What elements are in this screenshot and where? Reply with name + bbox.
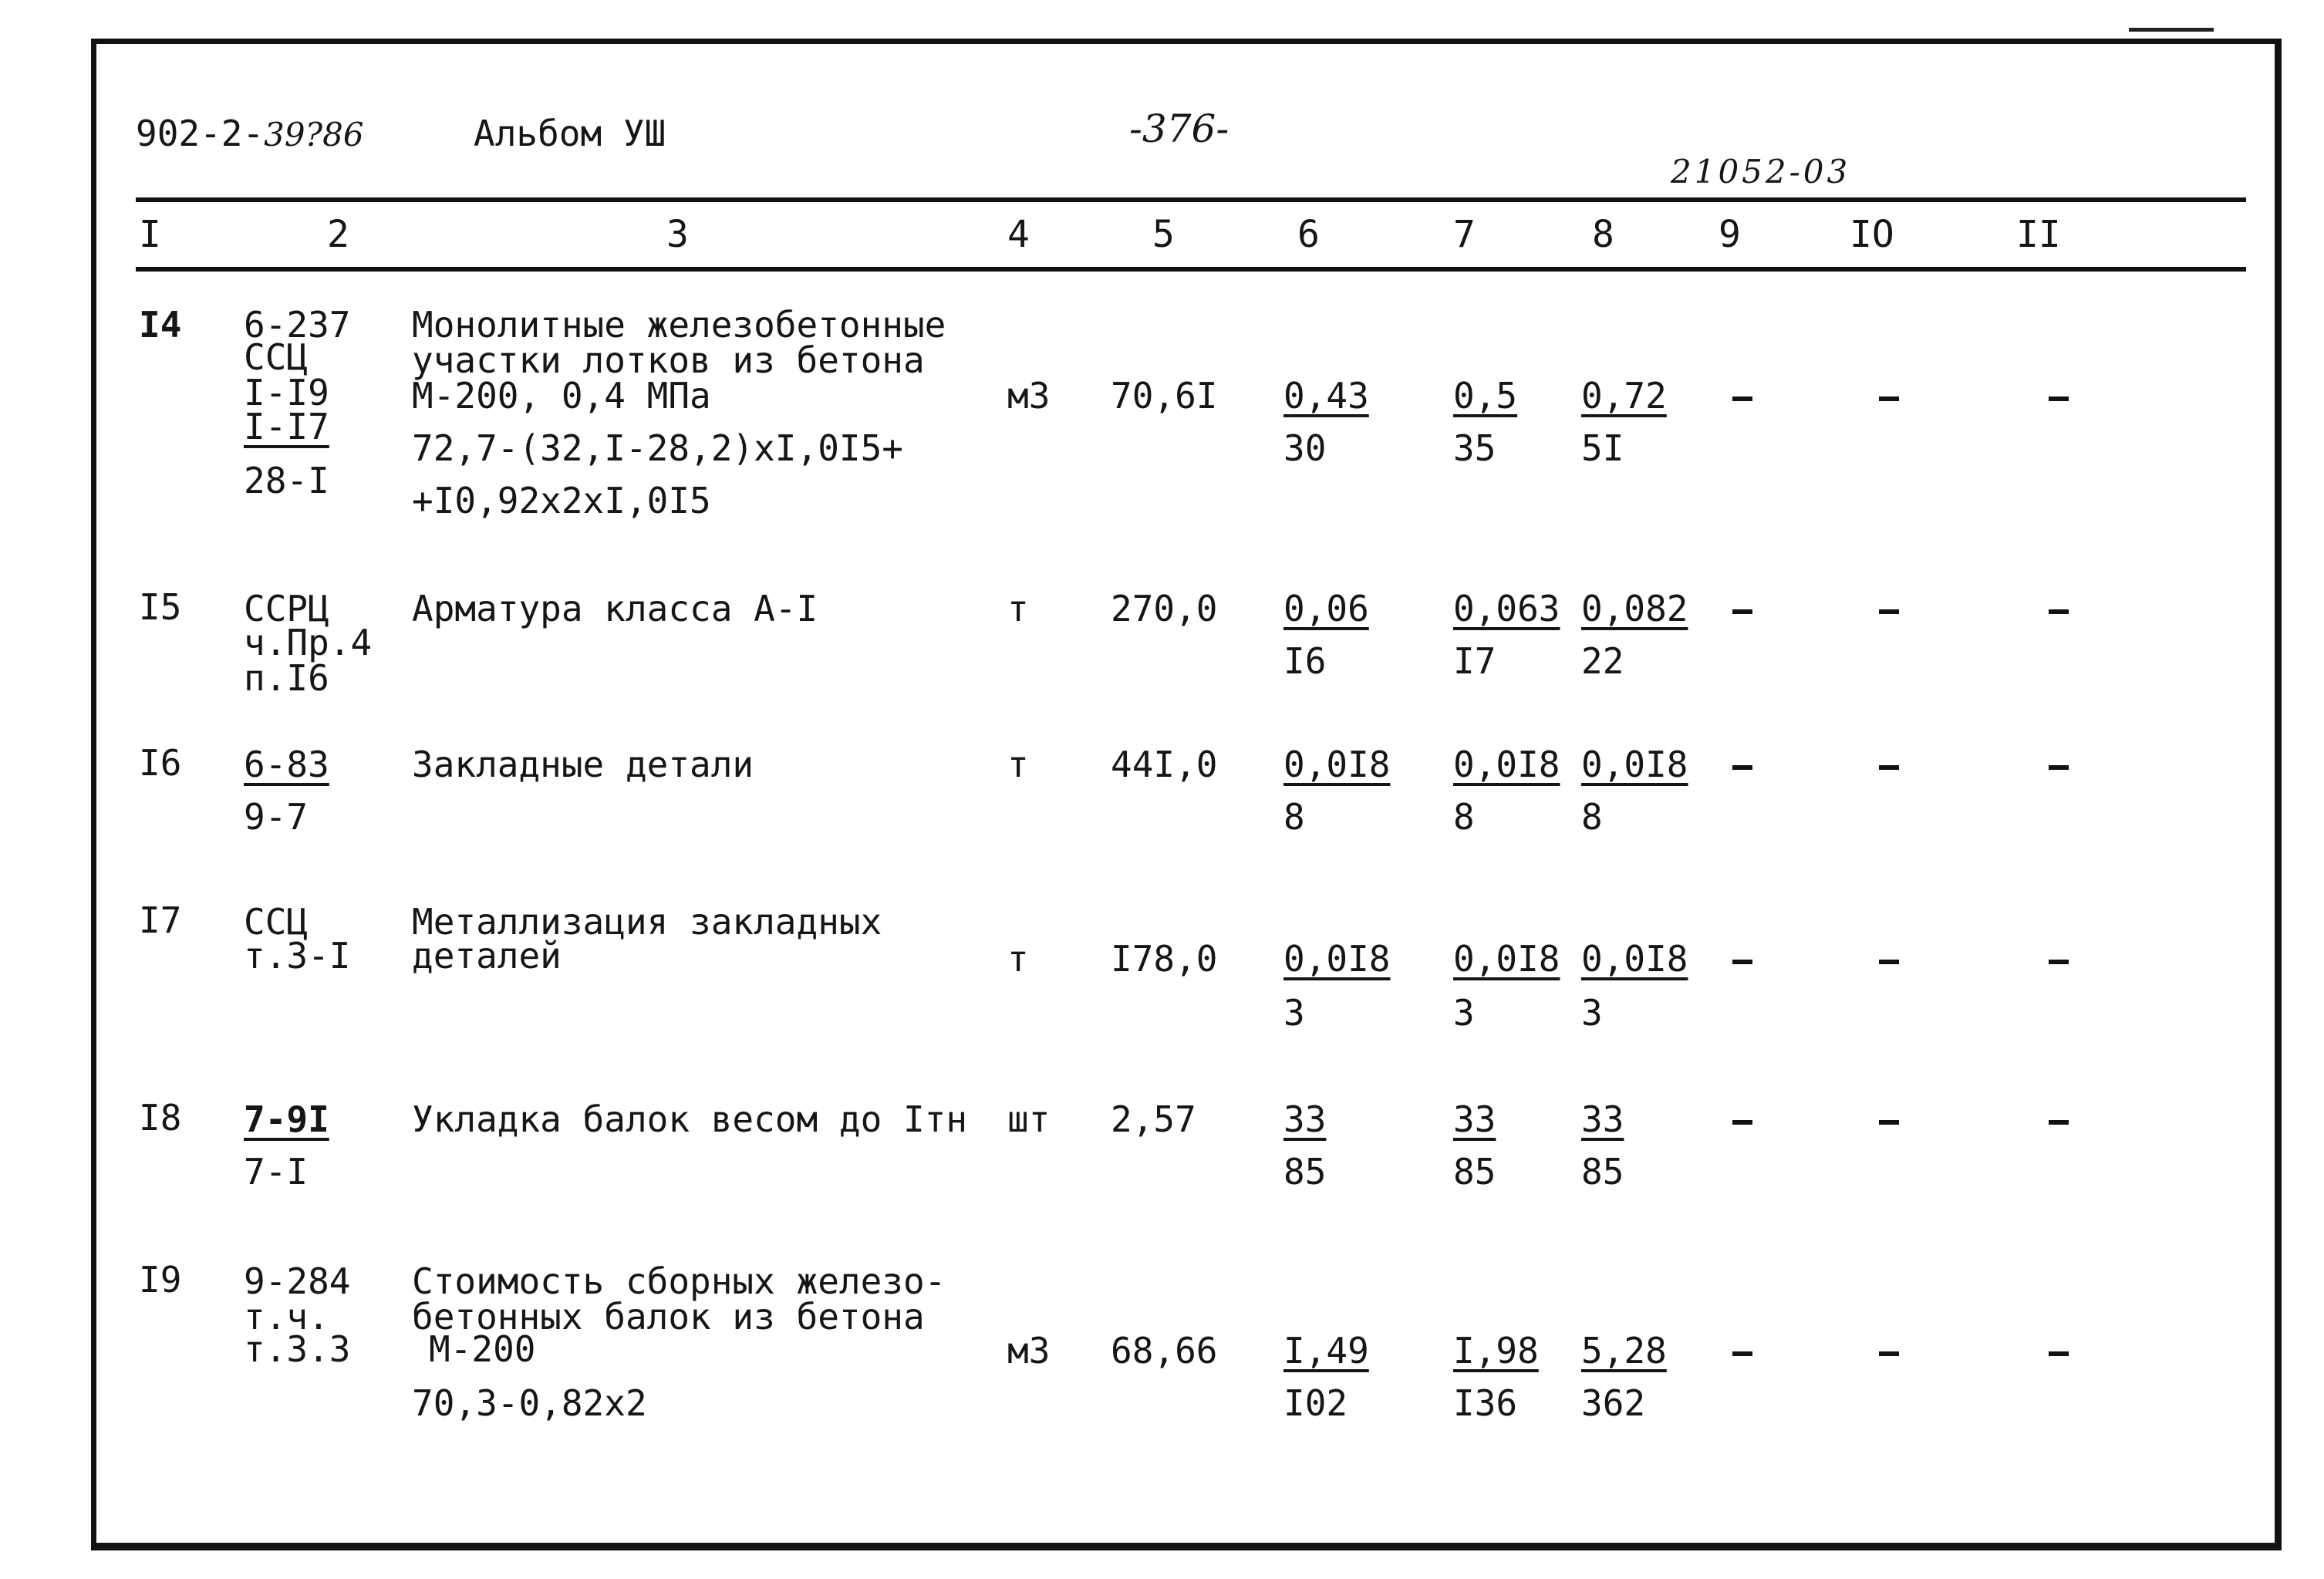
cost-col7-bottom: 8 xyxy=(1453,796,1475,838)
empty-col10-dash xyxy=(1879,396,1899,401)
empty-col9-dash xyxy=(1732,609,1752,614)
empty-col9-dash xyxy=(1732,1351,1752,1356)
cost-col8-bottom: 85 xyxy=(1581,1151,1624,1193)
description-line: 70,3-0,82х2 xyxy=(412,1382,647,1424)
code-line: 9-7 xyxy=(244,796,309,838)
row-number: I5 xyxy=(139,586,182,628)
cost-col6-top: 33 xyxy=(1283,1098,1327,1140)
row-number: I8 xyxy=(139,1097,182,1139)
cost-col6-bottom: 30 xyxy=(1283,427,1327,469)
empty-col11-dash xyxy=(2049,765,2069,770)
code-line: т.3.3 xyxy=(244,1328,351,1370)
header-rule-bottom xyxy=(136,267,2246,272)
cost-col7-top: 0,063 xyxy=(1453,588,1560,629)
row-number: I6 xyxy=(139,742,182,784)
code-line: 7-9I xyxy=(244,1098,329,1140)
empty-col10-dash xyxy=(1879,765,1899,770)
col-header-8: 8 xyxy=(1592,213,1614,256)
code-line: т.ч. xyxy=(244,1296,329,1338)
quantity-cell: 68,66 xyxy=(1111,1330,1218,1372)
row-number: I9 xyxy=(139,1259,182,1301)
cost-col8-top: 0,72 xyxy=(1581,375,1667,417)
empty-col10-dash xyxy=(1879,609,1899,614)
col-header-9: 9 xyxy=(1719,213,1741,256)
cost-col8-top: 0,0I8 xyxy=(1581,744,1688,785)
cost-col7-top: 33 xyxy=(1453,1098,1496,1140)
row-number: I7 xyxy=(139,899,182,941)
code-line: ССЦ xyxy=(244,336,309,378)
col-header-3: 3 xyxy=(666,213,689,256)
empty-col10-dash xyxy=(1879,1351,1899,1356)
code-line: 9-284 xyxy=(244,1260,351,1302)
cost-col8-bottom: 22 xyxy=(1581,640,1624,682)
col-header-4: 4 xyxy=(1007,213,1030,256)
col-header-5: 5 xyxy=(1152,213,1175,256)
description-line: Арматура класса А-I xyxy=(412,588,818,629)
col-header-2: 2 xyxy=(327,213,349,256)
cost-col6-bottom: 85 xyxy=(1283,1151,1327,1193)
row-number: I4 xyxy=(139,304,182,346)
unit-cell: шт xyxy=(1007,1098,1051,1140)
cost-col6-bottom: 3 xyxy=(1283,992,1305,1034)
cost-col8-bottom: 8 xyxy=(1581,796,1603,838)
description-line: участки лотков из бетона xyxy=(412,339,925,381)
col-header-7: 7 xyxy=(1453,213,1476,256)
code-line: 28-I xyxy=(244,460,329,501)
quantity-cell: 44I,0 xyxy=(1111,744,1218,785)
empty-col11-dash xyxy=(2049,1120,2069,1125)
description-line: Металлизация закладных xyxy=(412,901,882,943)
code-line: ССРЦ xyxy=(244,588,329,629)
quantity-cell: I78,0 xyxy=(1111,938,1218,980)
album-label: Альбом УШ xyxy=(474,113,666,154)
cost-col6-top: 0,0I8 xyxy=(1283,744,1391,785)
empty-col11-dash xyxy=(2049,609,2069,614)
cost-col8-top: 5,28 xyxy=(1581,1330,1667,1372)
empty-col11-dash xyxy=(2049,960,2069,964)
description-line: Монолитные железобетонные xyxy=(412,304,946,346)
unit-cell: т xyxy=(1007,938,1029,980)
page-number: -376- xyxy=(1129,106,1229,151)
cost-col8-top: 0,082 xyxy=(1581,588,1688,629)
unit-cell: м3 xyxy=(1007,375,1051,417)
empty-col9-dash xyxy=(1732,765,1752,770)
cost-col7-top: 0,0I8 xyxy=(1453,938,1560,980)
code-line: п.I6 xyxy=(244,657,329,699)
cost-col7-bottom: 35 xyxy=(1453,427,1496,469)
cost-col7-bottom: I36 xyxy=(1453,1382,1518,1424)
description-line: Закладные детали xyxy=(412,744,754,785)
code-line: 7-I xyxy=(244,1151,309,1193)
description-line: 72,7-(32,I-28,2)хI,0I5+ xyxy=(412,427,903,469)
empty-col9-dash xyxy=(1732,396,1752,401)
cost-col7-top: I,98 xyxy=(1453,1330,1539,1372)
empty-col10-dash xyxy=(1879,960,1899,964)
unit-cell: м3 xyxy=(1007,1330,1051,1372)
cost-col6-top: 0,43 xyxy=(1283,375,1369,417)
code-line: I-I9 xyxy=(244,372,329,413)
cost-col8-bottom: 362 xyxy=(1581,1382,1646,1424)
code-line: 6-237 xyxy=(244,304,351,346)
description-line: +I0,92х2хI,0I5 xyxy=(412,480,711,521)
empty-col10-dash xyxy=(1879,1120,1899,1125)
description-line: Укладка балок весом до Iтн xyxy=(412,1098,968,1140)
cost-col8-bottom: 5I xyxy=(1581,427,1624,469)
code-line: 6-83 xyxy=(244,744,329,785)
empty-col11-dash xyxy=(2049,396,2069,401)
code-line: т.3-I xyxy=(244,935,351,977)
sheet-code: 21052-03 xyxy=(1671,153,1851,191)
doc-suffix-handwritten: 39?86 xyxy=(264,116,364,154)
description-line: бетонных балок из бетона xyxy=(412,1296,925,1338)
col-header-11: II xyxy=(2016,213,2061,256)
cost-col6-bottom: I02 xyxy=(1283,1382,1348,1424)
code-line: I-I7 xyxy=(244,406,329,447)
cost-col6-top: 0,06 xyxy=(1283,588,1369,629)
empty-col9-dash xyxy=(1732,960,1752,964)
col-header-1: I xyxy=(139,213,161,256)
cost-col6-bottom: 8 xyxy=(1283,796,1305,838)
document-number xyxy=(136,113,364,154)
cost-col6-bottom: I6 xyxy=(1283,640,1327,682)
cost-col7-bottom: 85 xyxy=(1453,1151,1496,1193)
col-header-10: IO xyxy=(1850,213,1894,256)
cost-col7-bottom: I7 xyxy=(1453,640,1496,682)
description-line: М-200, 0,4 МПа xyxy=(412,375,711,417)
cost-col6-top: I,49 xyxy=(1283,1330,1369,1372)
unit-cell: т xyxy=(1007,588,1029,629)
cost-col7-top: 0,5 xyxy=(1453,375,1518,417)
description-line: Стоимость сборных железо- xyxy=(412,1260,946,1302)
cost-col7-top: 0,0I8 xyxy=(1453,744,1560,785)
corner-mark xyxy=(2129,28,2214,32)
code-line: ч.Пр.4 xyxy=(244,622,373,663)
empty-col9-dash xyxy=(1732,1120,1752,1125)
cost-col8-bottom: 3 xyxy=(1581,992,1603,1034)
unit-cell: т xyxy=(1007,744,1029,785)
description-line: деталей xyxy=(412,935,562,977)
col-header-6: 6 xyxy=(1297,213,1320,256)
quantity-cell: 270,0 xyxy=(1111,588,1218,629)
code-line: ССЦ xyxy=(244,901,309,943)
cost-col7-bottom: 3 xyxy=(1453,992,1475,1034)
empty-col11-dash xyxy=(2049,1351,2069,1356)
doc-prefix: 902-2- xyxy=(136,113,265,154)
cost-col6-top: 0,0I8 xyxy=(1283,938,1391,980)
description-line: М-200 xyxy=(429,1328,536,1370)
quantity-cell: 70,6I xyxy=(1111,375,1218,417)
header-rule-top xyxy=(136,197,2246,202)
cost-col8-top: 0,0I8 xyxy=(1581,938,1688,980)
quantity-cell: 2,57 xyxy=(1111,1098,1196,1140)
cost-col8-top: 33 xyxy=(1581,1098,1624,1140)
